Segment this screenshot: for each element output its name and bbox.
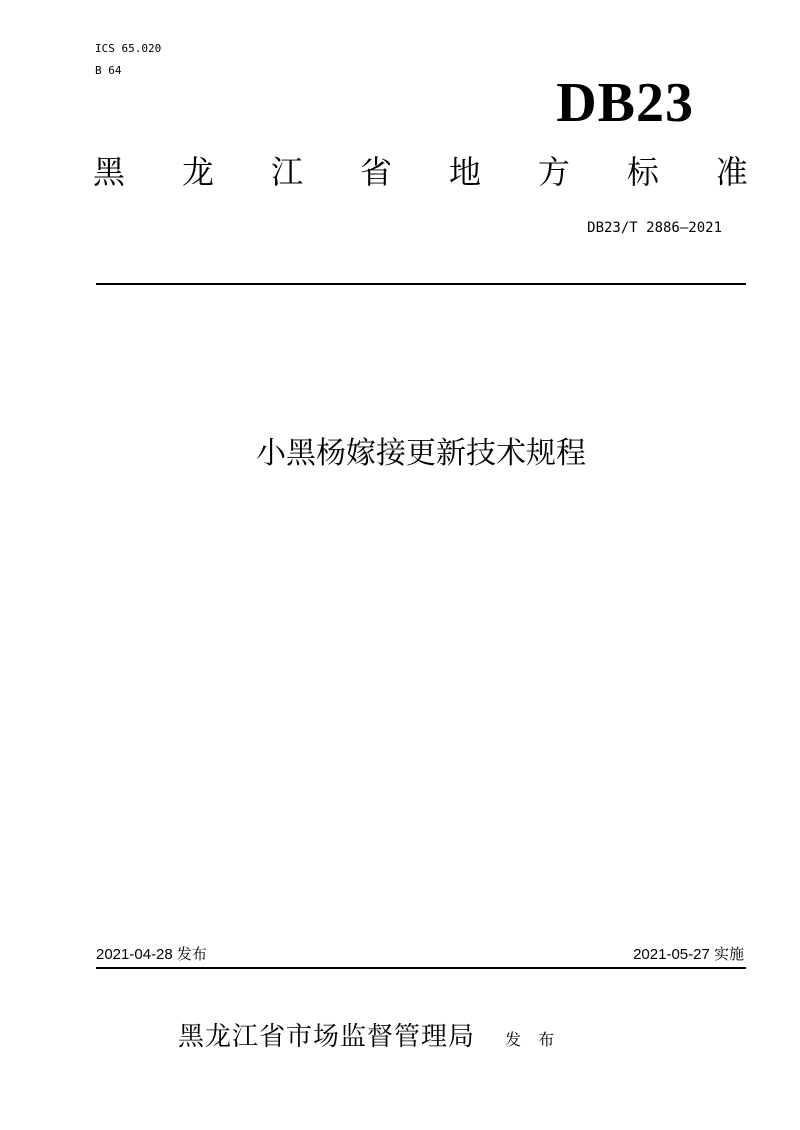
document-title: 小黑杨嫁接更新技术规程 <box>256 436 586 471</box>
ics-code: ICS 65.020 <box>95 42 162 55</box>
bottom-divider <box>96 967 746 969</box>
db-mark: DB23 <box>556 72 694 134</box>
standard-title-char: 地 <box>448 153 481 191</box>
standard-code: DB23/T 2886—2021 <box>587 220 722 236</box>
issuer-row <box>178 1019 560 1059</box>
implementation-date: 2021-05-27 实施 <box>633 946 744 963</box>
standard-title-char: 龙 <box>181 153 214 191</box>
top-divider <box>96 283 746 285</box>
standard-title-char: 省 <box>359 153 392 191</box>
classification-block <box>95 38 161 82</box>
date-row <box>96 944 744 966</box>
standard-title-char: 黑 <box>93 153 126 191</box>
standard-title-char: 准 <box>715 153 748 191</box>
issuer-name: 黑龙江省市场监督管理局 <box>178 1022 476 1052</box>
standard-type-title <box>93 150 748 194</box>
ccs-code: B 64 <box>95 64 122 77</box>
standard-title-char: 方 <box>537 153 570 191</box>
publish-label: 发 布 <box>505 1030 561 1049</box>
standard-title-char: 标 <box>626 153 659 191</box>
issue-date: 2021-04-28 发布 <box>96 946 207 963</box>
standard-title-char: 江 <box>270 153 303 191</box>
